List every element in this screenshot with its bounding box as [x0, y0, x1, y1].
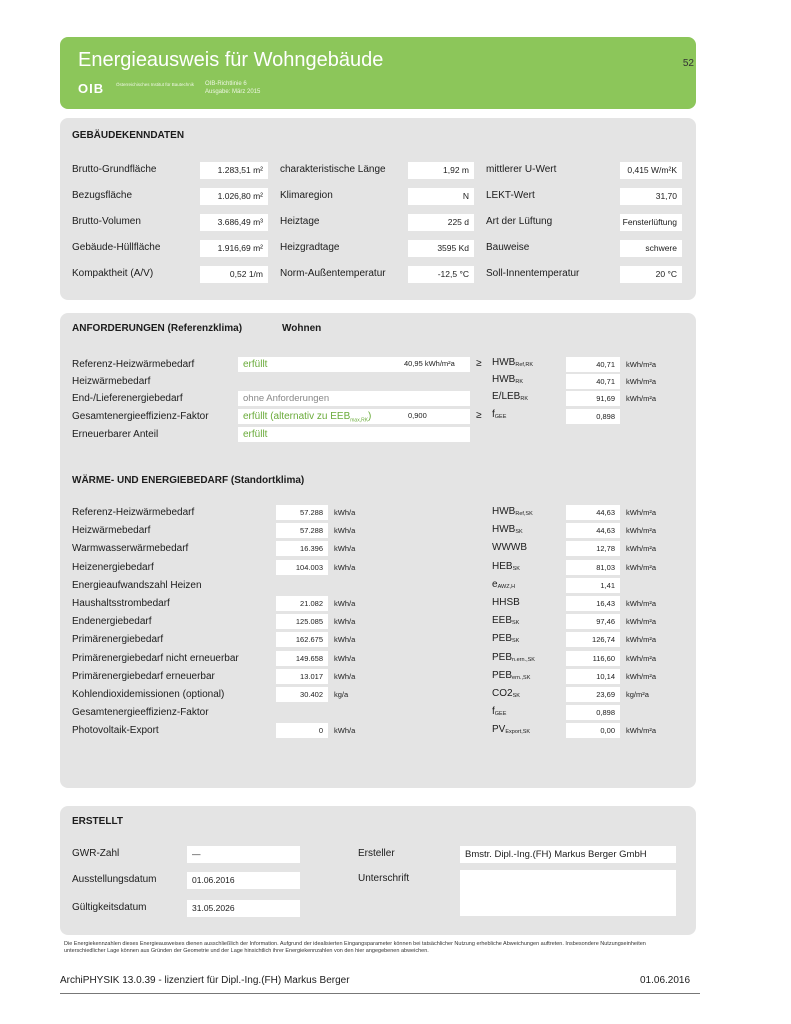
- requirement-value: 0,900: [408, 411, 427, 420]
- comparison-sign: ≥: [476, 410, 482, 421]
- kenndaten-label: Soll-Innentemperatur: [486, 268, 580, 279]
- bedarf-indicator: [492, 706, 506, 717]
- indicator-symbol: e: [492, 578, 498, 590]
- kenndaten-value: 1.283,51 m²: [200, 162, 268, 179]
- gueltigkeitsdatum-label: Gültigkeitsdatum: [72, 902, 147, 913]
- indicator-subscript: RK: [515, 379, 523, 385]
- bedarf-indicator-value: 12,78: [566, 541, 620, 556]
- bedarf-value: 0: [276, 723, 328, 738]
- bedarf-indicator: [492, 506, 533, 517]
- kenndaten-value: 31,70: [620, 188, 682, 205]
- kenndaten-value: 3.686,49 m³: [200, 214, 268, 231]
- indicator-subscript: ern.,SK: [512, 674, 531, 681]
- ersteller-field: Bmstr. Dipl.-Ing.(FH) Markus Berger GmbH: [460, 846, 676, 863]
- bedarf-indicator: [492, 542, 527, 553]
- indicator-subscript: SK: [512, 620, 520, 627]
- requirement-label: Gesamtenergieeffizienz-Faktor: [72, 411, 209, 422]
- bedarf-indicator-value: 126,74: [566, 632, 620, 647]
- indicator-symbol: f: [492, 409, 495, 420]
- bedarf-unit: kg/a: [334, 690, 349, 699]
- bedarf-unit: kWh/a: [334, 526, 356, 536]
- requirement-indicator-value: 0,898: [566, 409, 620, 424]
- bedarf-indicator-value: 97,46: [566, 614, 620, 629]
- bedarf-label: Primärenergiebedarf nicht erneuerbar: [72, 652, 239, 664]
- indicator-subscript: GEE: [494, 711, 507, 718]
- bedarf-indicator-value: 44,63: [566, 523, 620, 538]
- richtlinie-name: OIB-Richtlinie 6: [205, 81, 247, 87]
- kenndaten-label: Bauweise: [486, 242, 530, 253]
- bedarf-unit: kWh/a: [334, 726, 356, 736]
- bedarf-indicator: [492, 579, 515, 590]
- bedarf-indicator-value: 44,63: [566, 505, 620, 520]
- kenndaten-value: 1.916,69 m²: [200, 240, 268, 257]
- requirement-status: erfüllt (alternativ zu EEB: [243, 411, 351, 422]
- bedarf-indicator-unit: kWh/m²a: [626, 599, 656, 608]
- requirement-label: Erneuerbarer Anteil: [72, 429, 159, 440]
- requirement-indicator: [492, 357, 533, 368]
- requirement-unit: kWh/m²a: [626, 360, 656, 369]
- bedarf-indicator-unit: kWh/m²a: [626, 508, 656, 517]
- requirement-status: erfüllt: [243, 359, 268, 370]
- kenndaten-label: Norm-Außentemperatur: [280, 268, 386, 279]
- requirement-status-box: [238, 427, 470, 442]
- indicator-subscript: Ref,SK: [515, 511, 533, 517]
- bedarf-indicator-unit: kWh/m²a: [626, 671, 656, 681]
- kenndaten-value: schwere: [620, 240, 682, 257]
- anforderungen-panel: [60, 313, 696, 788]
- requirement-status-box: [238, 409, 470, 424]
- kenndaten-label: Heiztage: [280, 216, 320, 227]
- bedarf-indicator-unit: kWh/m²a: [626, 544, 656, 554]
- bedarf-indicator-unit: kWh/m²a: [626, 653, 656, 663]
- requirement-unit: kWh/m²a: [626, 377, 656, 386]
- indicator-symbol: PV: [492, 724, 506, 736]
- bedarf-unit: kWh/a: [334, 508, 356, 517]
- requirement-status: erfüllt: [243, 429, 268, 440]
- kenndaten-label: Klimaregion: [280, 190, 333, 201]
- footer-divider: [60, 993, 700, 994]
- bedarf-indicator-unit: kWh/m²a: [626, 526, 656, 536]
- ausstellungsdatum-field: 01.06.2016: [187, 872, 300, 889]
- bedarf-indicator: [492, 688, 520, 699]
- bedarf-label: Primärenergiebedarf erneuerbar: [72, 670, 215, 682]
- indicator-subscript: AWZ,H: [497, 583, 516, 590]
- kenndaten-value: 3595 Kd: [408, 240, 474, 257]
- indicator-subscript: GEE: [494, 414, 507, 420]
- bedarf-indicator-unit: kWh/m²a: [626, 617, 656, 627]
- kenndaten-label: Heizgradtage: [280, 242, 340, 253]
- gwr-field: —: [187, 846, 300, 863]
- bedarf-value: 57.288: [276, 523, 328, 538]
- richtlinie-edition: Ausgabe: März 2015: [205, 88, 261, 95]
- gebaeudekenndaten-panel: [60, 118, 696, 300]
- bedarf-indicator-value: 16,43: [566, 596, 620, 611]
- kenndaten-label: Gebäude-Hüllfläche: [72, 242, 161, 253]
- kenndaten-label: Brutto-Volumen: [72, 216, 141, 227]
- ausstellungsdatum-label: Ausstellungsdatum: [72, 874, 157, 885]
- indicator-symbol: HWB: [492, 357, 516, 368]
- kenndaten-value: Fensterlüftung: [620, 214, 682, 231]
- kenndaten-label: Art der Lüftung: [486, 216, 553, 227]
- software-license: ArchiPHYSIK 13.0.39 - lizenziert für Dipl.-Ing.(FH) Markus Berger: [60, 975, 350, 986]
- indicator-subscript: SK: [512, 565, 520, 572]
- bedarf-indicator-unit: kWh/m²a: [626, 635, 656, 645]
- section-title-waerme: WÄRME- UND ENERGIEBEDARF (Standortklima): [72, 475, 305, 486]
- comparison-sign: ≥: [476, 358, 482, 369]
- bedarf-value: 21.082: [276, 596, 328, 611]
- bedarf-label: Gesamtenergieeffizienz-Faktor: [72, 707, 209, 719]
- gwr-label: GWR-Zahl: [72, 848, 120, 859]
- indicator-subscript: n.ern.,SK: [512, 656, 535, 663]
- indicator-symbol: HWB: [492, 506, 516, 517]
- bedarf-label: Energieaufwandszahl Heizen: [72, 579, 202, 591]
- kenndaten-value: 1,92 m: [408, 162, 474, 179]
- kenndaten-label: mittlerer U-Wert: [486, 164, 557, 175]
- bedarf-value: 162.675: [276, 632, 328, 647]
- section-title: GEBÄUDEKENNDATEN: [72, 130, 185, 141]
- footer-date: 01.06.2016: [640, 975, 691, 986]
- bedarf-indicator-value: 116,60: [566, 651, 620, 666]
- bedarf-unit: kWh/a: [334, 617, 356, 627]
- requirement-status: ohne Anforderungen: [243, 393, 330, 404]
- usage-category: Wohnen: [282, 323, 322, 334]
- bedarf-value: 125.085: [276, 614, 328, 629]
- page-number: 52: [682, 58, 694, 69]
- indicator-subscript: Export,SK: [505, 729, 531, 736]
- indicator-symbol: f: [492, 706, 495, 718]
- richtlinie-info: [205, 81, 260, 96]
- bedarf-indicator-value: 23,69: [566, 687, 620, 702]
- requirement-value: 40,95 kWh/m²a: [404, 359, 455, 368]
- bedarf-indicator: [492, 524, 523, 535]
- disclaimer-text: Die Energiekennzahlen dieses Energieausweises dienen ausschließlich der Information. Aufgrund der idealisierten Eingangsparameter können bei tatsächlicher Nutzung erhebliche Abweichungen auftreten. Insbesondere Nutzungseinheiten unterschiedlicher Lage können aus Gründen der Geometrie und der Lage hinsichtlich ihrer Energiekennzahlen von den hier angegebenen abweichen.: [64, 941, 646, 954]
- indicator-symbol: EEB: [492, 615, 513, 627]
- indicator-symbol: HEB: [492, 560, 513, 572]
- indicator-symbol: E/LEB: [492, 391, 521, 402]
- bedarf-indicator-value: 1,41: [566, 578, 620, 593]
- kenndaten-value: 1.026,80 m²: [200, 188, 268, 205]
- requirement-unit: kWh/m²a: [626, 394, 656, 403]
- bedarf-indicator: [492, 561, 520, 572]
- bedarf-label: Heizwärmebedarf: [72, 525, 151, 537]
- indicator-subscript: SK: [512, 638, 520, 645]
- section-title: ERSTELLT: [72, 816, 123, 827]
- indicator-symbol: PEB: [492, 651, 513, 663]
- kenndaten-value: -12,5 °C: [408, 266, 474, 283]
- bedarf-label: Photovoltaik-Export: [72, 725, 159, 737]
- bedarf-indicator-value: 0,00: [566, 723, 620, 738]
- bedarf-label: Warmwasserwärmebedarf: [72, 543, 189, 555]
- bedarf-label: Haushaltsstrombedarf: [72, 598, 170, 609]
- bedarf-value: 149.658: [276, 651, 328, 666]
- requirement-label: Referenz-Heizwärmebedarf: [72, 359, 195, 370]
- indicator-subscript: SK: [515, 529, 523, 536]
- bedarf-label: Referenz-Heizwärmebedarf: [72, 507, 195, 518]
- bedarf-value: 57.288: [276, 505, 328, 520]
- bedarf-indicator: [492, 724, 530, 735]
- bedarf-indicator-value: 0,898: [566, 705, 620, 720]
- bedarf-label: Kohlendioxidemissionen (optional): [72, 689, 225, 700]
- requirement-status-end: ): [368, 411, 372, 422]
- header-banner: [60, 37, 696, 109]
- indicator-symbol: HWB: [492, 524, 516, 536]
- requirement-indicator-value: 91,69: [566, 391, 620, 406]
- bedarf-indicator: [492, 670, 530, 681]
- requirement-label: Heizwärmebedarf: [72, 376, 151, 387]
- requirement-indicator-value: 40,71: [566, 374, 620, 389]
- indicator-symbol: HHSB: [492, 597, 520, 608]
- bedarf-value: 13.017: [276, 669, 328, 684]
- kenndaten-label: Kompaktheit (A/V): [72, 268, 154, 279]
- requirement-indicator-value: 40,71: [566, 357, 620, 372]
- section-title: ANFORDERUNGEN (Referenzklima): [72, 323, 243, 334]
- bedarf-label: Primärenergiebedarf: [72, 634, 164, 646]
- oib-logo-subtitle: Österreichisches Institut für Bautechnik: [116, 82, 195, 87]
- indicator-subscript: Ref,RK: [515, 362, 534, 368]
- requirement-indicator: [492, 391, 528, 402]
- requirement-indicator: [492, 409, 506, 420]
- erstellt-panel: [60, 806, 696, 935]
- bedarf-indicator-unit: kWh/m²a: [626, 726, 656, 736]
- oib-logo: OIB: [78, 81, 105, 96]
- bedarf-indicator: [492, 633, 519, 644]
- bedarf-indicator: [492, 652, 535, 663]
- unterschrift-field: [460, 870, 676, 916]
- requirement-status-box: [238, 391, 470, 406]
- indicator-symbol: PEB: [492, 633, 513, 645]
- indicator-symbol: PEB: [492, 669, 513, 681]
- bedarf-value: 104.003: [276, 560, 328, 575]
- gueltigkeitsdatum-field: 31.05.2026: [187, 900, 300, 917]
- bedarf-unit: kWh/a: [334, 671, 356, 681]
- kenndaten-label: LEKT-Wert: [486, 190, 535, 201]
- requirement-label: End-/Lieferenergiebedarf: [72, 393, 183, 404]
- bedarf-value: 16.396: [276, 541, 328, 556]
- kenndaten-label: charakteristische Länge: [280, 164, 386, 175]
- unterschrift-label: Unterschrift: [358, 873, 410, 884]
- ersteller-label: Ersteller: [358, 848, 395, 859]
- indicator-symbol: HWB: [492, 374, 516, 385]
- bedarf-value: 30.402: [276, 687, 328, 702]
- bedarf-indicator-value: 10,14: [566, 669, 620, 684]
- bedarf-indicator-value: 81,03: [566, 560, 620, 575]
- bedarf-indicator: [492, 597, 520, 608]
- bedarf-unit: kWh/a: [334, 562, 356, 572]
- bedarf-unit: kWh/a: [334, 544, 356, 554]
- kenndaten-label: Brutto-Grundfläche: [72, 164, 157, 175]
- kenndaten-label: Bezugsfläche: [72, 190, 133, 201]
- requirement-indicator: [492, 374, 523, 385]
- kenndaten-value: 20 °C: [620, 266, 682, 283]
- indicator-subscript: SK: [512, 693, 520, 699]
- indicator-symbol: WWWB: [492, 542, 527, 554]
- bedarf-unit: kWh/a: [334, 599, 356, 608]
- document-title: Energieausweis für Wohngebäude: [78, 49, 384, 71]
- bedarf-unit: kWh/a: [334, 653, 356, 663]
- bedarf-indicator-unit: kg/m²a: [626, 690, 649, 699]
- bedarf-label: Heizenergiebedarf: [72, 561, 154, 573]
- bedarf-unit: kWh/a: [334, 635, 356, 645]
- bedarf-label: Endenergiebedarf: [72, 616, 152, 628]
- kenndaten-value: N: [408, 188, 474, 205]
- requirement-status-subscript: max,RK: [350, 417, 369, 424]
- bedarf-indicator: [492, 615, 519, 626]
- indicator-symbol: CO2: [492, 688, 513, 699]
- indicator-subscript: RK: [520, 396, 528, 402]
- kenndaten-value: 0,415 W/m²K: [620, 162, 682, 179]
- bedarf-indicator-unit: kWh/m²a: [626, 562, 656, 572]
- kenndaten-value: 0,52 1/m: [200, 266, 268, 283]
- kenndaten-value: 225 d: [408, 214, 474, 231]
